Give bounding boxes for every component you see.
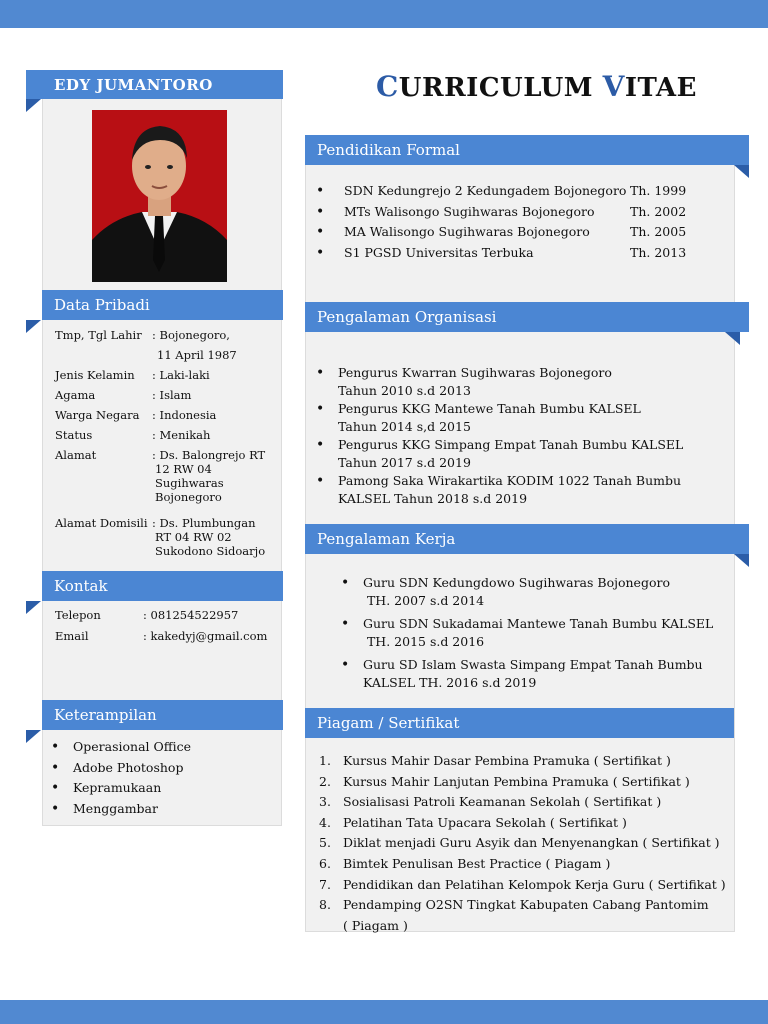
contact-label: Telepon	[55, 608, 101, 622]
personal-value: : Ds. Plumbungan	[152, 516, 256, 530]
organization-title: • Pengurus KKG Simpang Empat Tanah Bumbu KALSEL	[338, 437, 684, 452]
contact-value: : 081254522957	[143, 608, 239, 622]
personal-label: Jenis Kelamin	[55, 368, 135, 382]
section-header-kontak: Kontak	[42, 571, 283, 601]
section-header-piagam: Piagam / Sertifikat	[305, 708, 734, 738]
work-title: • Guru SDN Kedungdowo Sugihwaras Bojonegoro	[363, 575, 670, 590]
organization-period: Tahun 2010 s.d 2013	[338, 383, 471, 398]
ribbon-fold	[734, 165, 749, 178]
organization-item	[338, 472, 683, 508]
organization-item	[338, 364, 683, 400]
certificate-item	[319, 813, 726, 834]
education-school: MTs Walisongo Sugihwaras Bojonegoro	[344, 203, 595, 219]
education-school: S1 PGSD Universitas Terbuka	[344, 244, 534, 260]
ribbon-fold	[725, 332, 740, 345]
education-school: SDN Kedungrejo 2 Kedungadem Bojonegoro	[344, 183, 627, 198]
personal-label: Alamat Domisili	[55, 516, 148, 530]
certificate-text-continued: ( Piagam )	[343, 917, 408, 933]
education-year: Th. 2005	[630, 224, 687, 239]
organization-period: KALSEL Tahun 2018 s.d 2019	[338, 491, 528, 506]
certificate-text: Diklat menjadi Guru Asyik dan Menyenangkan ( Sertifikat )	[343, 835, 720, 851]
section-header-pendidikan: Pendidikan Formal	[305, 135, 749, 165]
certificate-text: Pendamping O2SN Tingkat Kabupaten Cabang Pantomim	[343, 897, 709, 913]
work-item	[363, 615, 713, 651]
document-title: CURRICULUM VITAE	[376, 70, 697, 103]
certificate-text: Pendidikan dan Pelatihan Kelompok Kerja Guru ( Sertifikat )	[343, 876, 726, 892]
personal-value: : Ds. Balongrejo RT	[152, 448, 266, 462]
personal-value-line: 12 RW 04	[155, 462, 212, 476]
personal-value: : Islam	[152, 388, 192, 402]
personal-label: Agama	[55, 388, 96, 402]
work-item	[363, 574, 713, 610]
personal-value-line: RT 04 RW 02	[155, 530, 232, 544]
bottom-bar	[0, 1000, 768, 1024]
certificate-text: Bimtek Penulisan Best Practice ( Piagam )	[343, 855, 611, 871]
work-period: TH. 2015 s.d 2016	[363, 634, 485, 649]
work-experience-list	[363, 574, 713, 697]
ribbon-fold	[26, 99, 41, 112]
certificate-number: 3.	[319, 794, 331, 810]
ribbon-fold	[734, 554, 749, 567]
top-bar	[0, 0, 768, 28]
certificate-text: Kursus Mahir Lanjutan Pembina Pramuka ( Sertifikat )	[343, 773, 690, 789]
certificate-text: Pelatihan Tata Upacara Sekolah ( Sertifikat )	[343, 814, 627, 830]
certificate-number: 2.	[319, 773, 331, 789]
section-header-organisasi: Pengalaman Organisasi	[305, 302, 749, 332]
education-school: MA Walisongo Sugihwaras Bojonegoro	[344, 224, 590, 239]
education-bullet: •	[316, 203, 325, 220]
certificate-item	[319, 875, 726, 896]
organization-title: • Pengurus KKG Mantewe Tanah Bumbu KALSEL	[338, 401, 641, 416]
education-bullet: •	[316, 244, 325, 261]
certificate-item	[319, 751, 726, 772]
organization-title: • Pamong Saka Wirakartika KODIM 1022 Tanah Bumbu	[338, 473, 682, 488]
skill-item: • Menggambar	[73, 799, 191, 820]
contact-label: Email	[55, 629, 89, 643]
contact-value: : kakedyj@gmail.com	[143, 629, 268, 643]
organization-item	[338, 436, 683, 472]
personal-label: Warga Negara	[55, 408, 140, 422]
certificate-number: 7.	[319, 876, 331, 892]
personal-value-line: Sukodono Sidoarjo	[155, 544, 266, 558]
certificate-text: Sosialisasi Patroli Keamanan Sekolah ( Sertifikat )	[343, 794, 662, 810]
profile-photo	[92, 110, 227, 282]
work-title: • Guru SD Islam Swasta Simpang Empat Tanah Bumbu	[363, 657, 703, 672]
section-header-keterampilan: Keterampilan	[42, 700, 283, 730]
ribbon-fold	[26, 601, 41, 614]
certificate-number: 5.	[319, 835, 331, 851]
personal-value-line: Sugihwaras	[155, 476, 224, 490]
work-title: • Guru SDN Sukadamai Mantewe Tanah Bumbu KALSEL	[363, 616, 714, 631]
certificate-number: 6.	[319, 855, 331, 871]
organization-item	[338, 400, 683, 436]
person-name: EDY JUMANTORO	[54, 75, 213, 94]
certificate-number: 8.	[319, 897, 331, 913]
education-year: Th. 1999	[630, 183, 687, 198]
skill-item: • Adobe Photoshop	[73, 758, 191, 779]
education-bullet: •	[316, 224, 325, 240]
certificate-item	[319, 792, 726, 813]
personal-label: Tmp, Tgl Lahir	[55, 328, 142, 342]
personal-value: : Bojonegoro,	[152, 328, 230, 342]
certificate-item	[319, 854, 726, 875]
certificate-list	[319, 751, 726, 936]
work-item	[363, 656, 713, 692]
organization-title: • Pengurus Kwarran Sugihwaras Bojonegoro	[338, 365, 612, 380]
skill-item: • Operasional Office	[73, 737, 191, 758]
personal-value: : Menikah	[152, 428, 211, 442]
personal-value: : Indonesia	[152, 408, 217, 422]
work-period: KALSEL TH. 2016 s.d 2019	[363, 675, 537, 690]
organization-period: Tahun 2014 s,d 2015	[338, 419, 471, 434]
certificate-number: 4.	[319, 814, 331, 830]
certificate-number: 1.	[319, 753, 331, 768]
personal-value: : Laki-laki	[152, 368, 210, 382]
education-year: Th. 2002	[630, 203, 687, 219]
certificate-item	[319, 772, 726, 793]
organization-period: Tahun 2017 s.d 2019	[338, 455, 471, 470]
skills-list	[73, 737, 191, 819]
personal-label: Alamat	[55, 448, 97, 462]
name-banner	[26, 70, 283, 99]
education-year: Th. 2013	[630, 244, 687, 260]
certificate-item	[319, 895, 726, 936]
certificate-item	[319, 833, 726, 854]
education-bullet: •	[316, 183, 325, 199]
work-period: TH. 2007 s.d 2014	[363, 593, 485, 608]
ribbon-fold	[26, 730, 41, 743]
personal-value-line: 11 April 1987	[157, 348, 237, 362]
personal-value-line: Bojonegoro	[155, 490, 222, 504]
skill-item: • Kepramukaan	[73, 778, 191, 799]
organization-list	[338, 364, 683, 508]
certificate-text: Kursus Mahir Dasar Pembina Pramuka ( Sertifikat )	[343, 753, 671, 768]
ribbon-fold	[26, 320, 41, 333]
section-header-data-pribadi: Data Pribadi	[42, 290, 283, 320]
personal-label: Status	[55, 428, 93, 442]
section-header-kerja: Pengalaman Kerja	[305, 524, 749, 554]
